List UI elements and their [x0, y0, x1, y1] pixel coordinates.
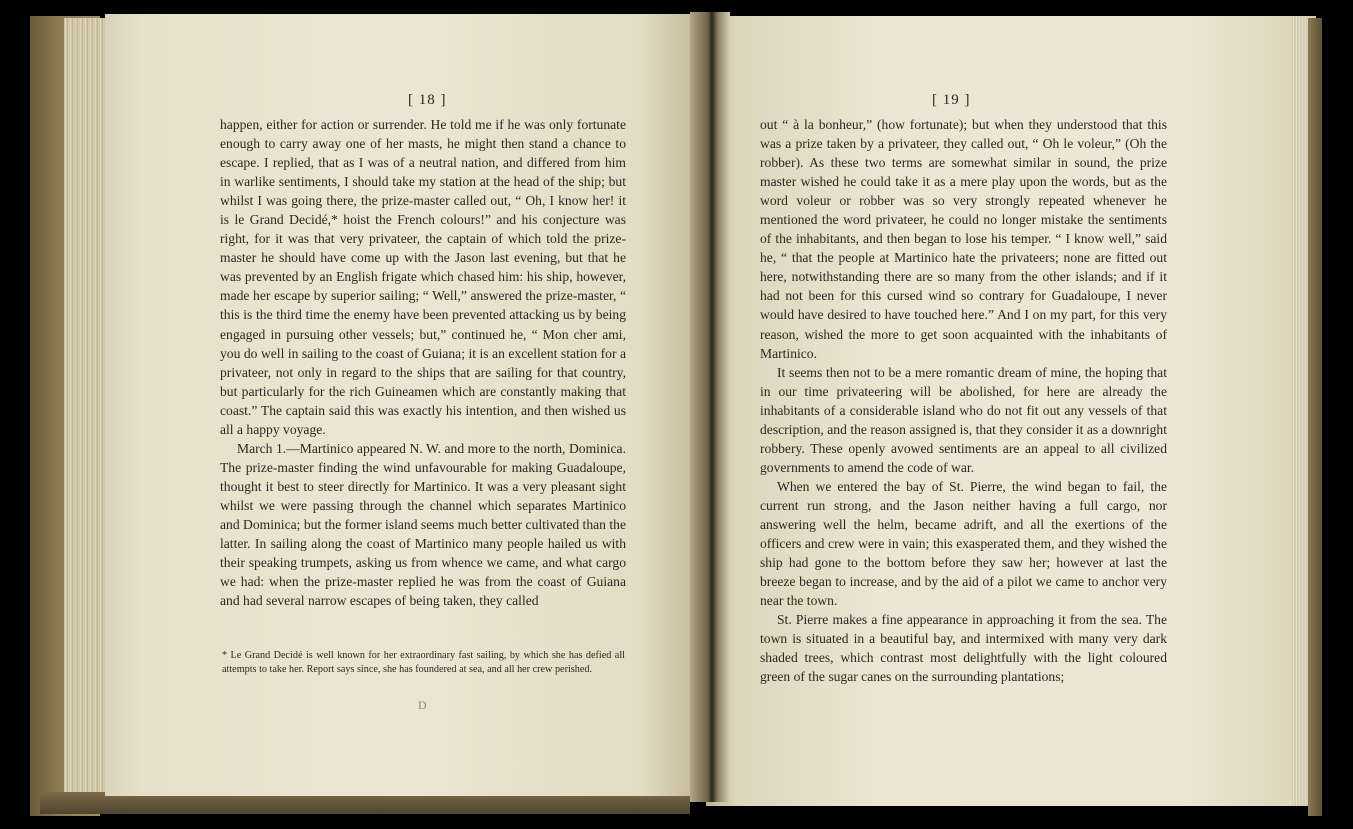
left-paragraph-1: happen, either for action or surrender. He told me if he was only fortunate enough to carry away one of her masts, he might then stand a chance to escape. I replied, that as I was of a neutral nation, and differed from him in warlike sentiments, I should take my station at the head of the ship; but whilst I was going there, the prize-master called out, “ Oh, I know her! it is le Grand Decidé,* hoist the French colours!” and his conjecture was right, for it was that very privateer, the captain of which told the prize-master he should have come up with the Jason last evening, but that he was prevented by an English frigate which chased him: his ship, however, made her escape by superior sailing; “ Well,” answered the prize-master, “ this is the third time the enemy have been prevented attacking us by being engaged in pursuing other vessels; but,” continued he, “ Mon cher ami, you do well in sailing to the coast of Guiana; it is an excellent station for a privateer, not only in regard to the ships that are sailing for that country, but particularly for the rich Guineamen which are constantly making that coast.” The captain said this was exactly his intention, and then wished us all a happy voyage. — [220, 117, 626, 437]
left-footnote: * Le Grand Decidé is well known for her extraordinary fast sailing, by which she has defied all attempts to take her. Report says since, she has foundered at sea, and all her crew perished. — [222, 650, 625, 675]
right-paragraph-3: When we entered the bay of St. Pierre, the wind began to fail, the current run strong, and the Jason neither having a full cargo, nor answering well the helm, became adrift, and all the exertions of the officers and crew were in vain; this exasperated them, and they wished the ship had gone to the bottom before they saw her; however at last the breeze began to increase, and by the aid of a pilot we came to anchor very near the town. — [760, 478, 1167, 609]
left-page-number: [ 18 ] — [408, 92, 447, 108]
right-paragraph-2: It seems then not to be a mere romantic dream of mine, the hoping that in our time privateering will be abolished, for here are already the inhabitants of a considerable island who do not fit out any vessels of that description, and the reason assigned is, that they consider it as a downright robbery. These openly avowed sentiments are an appeal to all civilized governments to amend the code of war. — [760, 364, 1167, 475]
right-paragraph-4: St. Pierre makes a fine appearance in approaching it from the sea. The town is situated in a beautiful bay, and intermixed with many very dark shaded trees, which contrast most delightfully with the light coloured green of the sugar canes on the surrounding plantations; — [760, 612, 1167, 685]
right-cover-board — [1308, 18, 1322, 816]
right-page-body — [760, 115, 1167, 686]
right-paragraph-1: out “ à la bonheur,” (how fortunate); but when they understood that this was a prize taken by a privateer, they called out, “ Oh le voleur,” (Oh the robber). As these two terms are somewhat similar in sound, the prize master wished he could take it as a mere play upon the words, but as the word voleur or robber was so very strongly repeated whenever he mentioned the word privateer, he could no longer mistake the sentiments of the inhabitants, and then began to lose his temper. “ I know well,” said he, “ that the people at Martinico hate the privateers; none are fitted out here, notwithstanding there are so many from the other islands; and if it had not been for this cursed wind so contrary for Guadaloupe, I never would have desired to have touched here.” And I on my part, for this very reason, wished the more to get soon acquainted with the inhabitants of Martinico. — [760, 117, 1167, 361]
book-gutter — [690, 12, 730, 802]
right-page-number: [ 19 ] — [932, 92, 971, 108]
left-paragraph-2: March 1.—Martinico appeared N. W. and more to the north, Dominica. The prize-master finding the wind unfavourable for making Guadaloupe, thought it best to steer directly for Martinico. It was a very pleasant sight whilst we were passing through the channel which separates Martinico and Dominica; but the former island seems much better cultivated than the latter. In sailing along the coast of Martinico many people hailed us with their speaking trumpets, asking us from whence we came, and what cargo we had: when the prize-master replied he was from the coast of Guiana and had several narrow escapes of being taken, they called — [220, 440, 626, 609]
left-page-body — [220, 115, 626, 610]
signature-mark: D — [418, 698, 427, 712]
